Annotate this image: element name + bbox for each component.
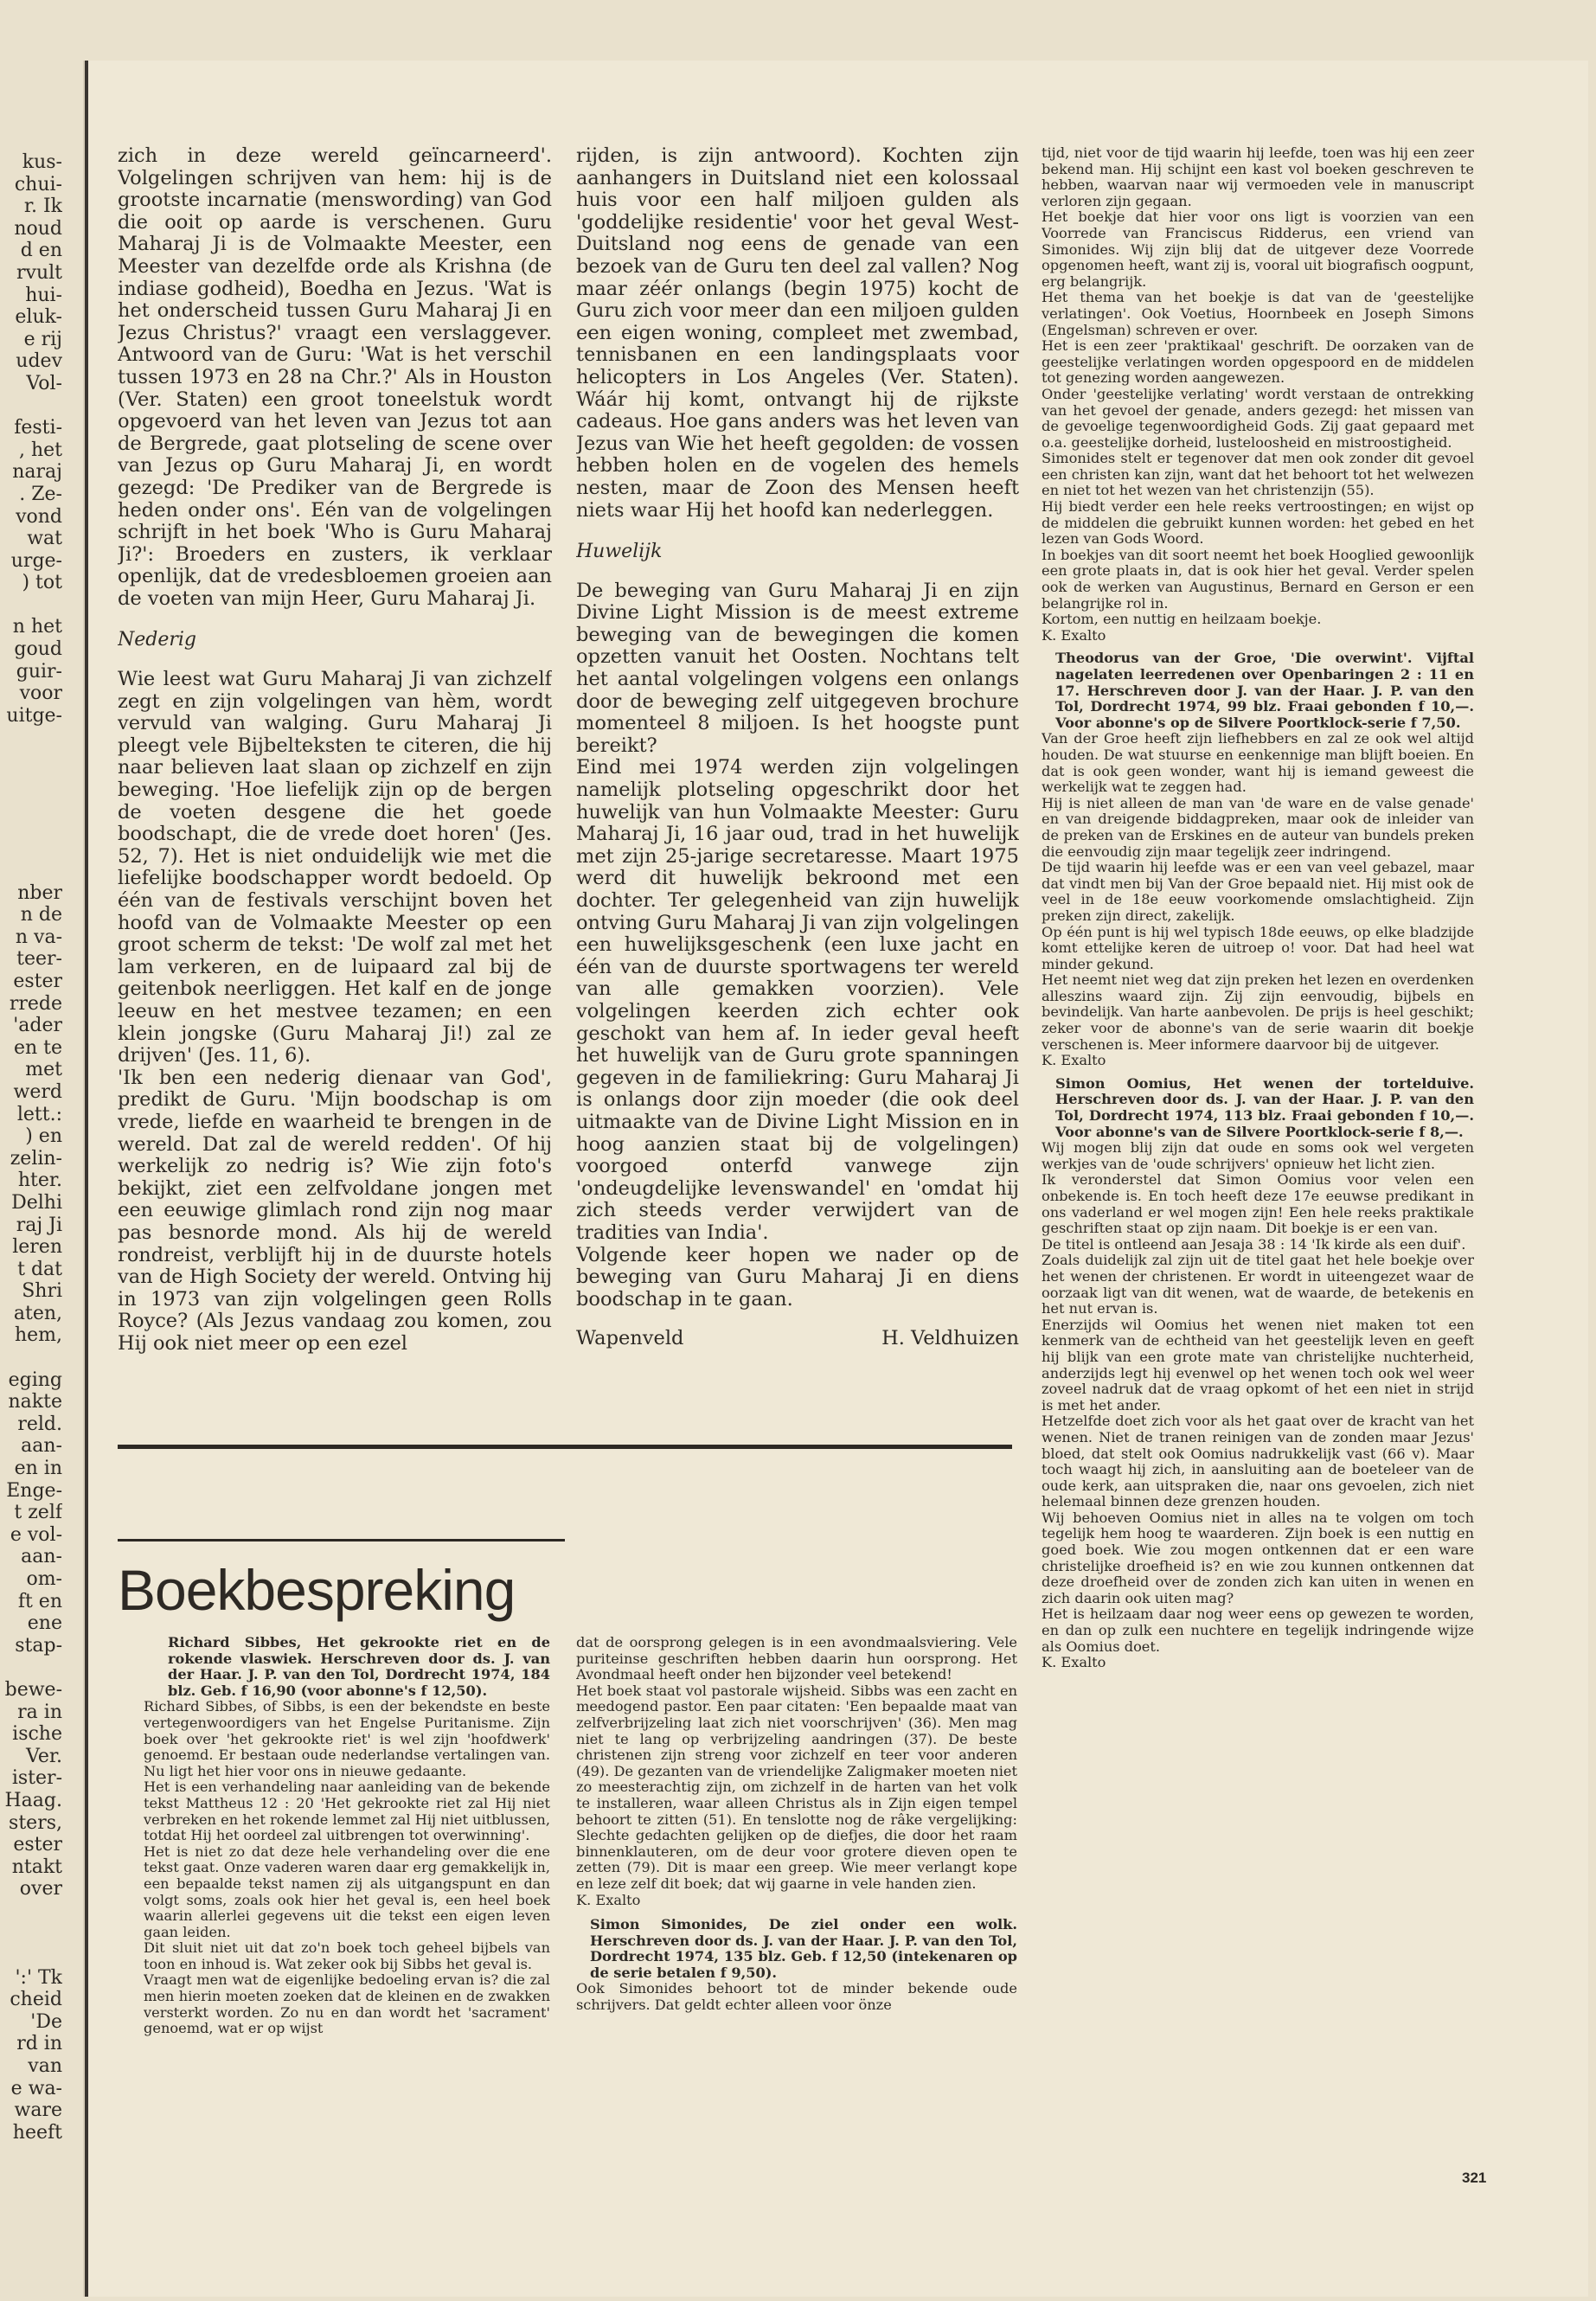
fragment-line: goud [14, 638, 62, 661]
page-number: 321 [1462, 2170, 1487, 2186]
fragment-line: r. Ik [23, 195, 62, 218]
article-paragraph: Wie leest wat Guru Maharaj Ji van zichzelf zegt en zijn volgelingen van hèm, wordt vervuld van walging. Guru Maharaj Ji pleegt vele Bijbelteksten te citeren, die hij naar believen laat slaan op zichzelf en zijn beweging. 'Hoe liefelijk zijn op de bergen de voeten desgene die het goede boodschapt, die de vrede doet horen' (Jes. 52, 7). Het is niet onduidelijk wie met die liefelijke boodschapper wordt bedoeld. Op één van de festivals verschijnt boven het hoofd van de Volmaakte Meester op een groot scherm de tekst: 'De wolf zal met het lam verkeren, en de luipaard zal bij de geitenbok neerliggen. Het kalf en de jonge leeuw en het mestvee tezamen; en een klein jongske (Guru Maharaj Ji!) zal ze drijven' (Jes. 11, 6). [118, 668, 552, 1067]
fragment-line: n va- [15, 926, 62, 948]
review-paragraph: De titel is ontleend aan Jesaja 38 : 14 'Ik kirde als een duif'. [1042, 1235, 1466, 1253]
section-title: Boekbespreking [118, 1558, 516, 1622]
fragment-line: Haag. [4, 1789, 62, 1811]
right-column [1042, 145, 1474, 2152]
fragment-line: festi- [14, 417, 62, 439]
article-signature [576, 1328, 1019, 1350]
fragment-line: Shri [22, 1280, 62, 1303]
review-column-2 [576, 1635, 1017, 2189]
review-signature: K. Exalto [1042, 1052, 1106, 1069]
fragment-line: aan- [21, 1435, 62, 1458]
review-paragraph: Enerzijds wil Oomius het wenen niet maken tot een kenmerk van de echtheid van het geestelijk leven en geeft hij blijk van een grote mate van christelijke nuchterheid, anderzijds legt hij evenwel op het wenen toch ook wel weer zoveel nadruk dat de vraag opkomt of het een niet in strijd is met het ander. [1042, 1316, 1474, 1413]
author-name: H. Veldhuizen [881, 1327, 1019, 1350]
fragment-line: kus- [22, 151, 62, 173]
fragment-line: ware [14, 2099, 62, 2122]
fragment-line [0, 594, 62, 617]
fragment-line: ) tot [22, 572, 62, 594]
review-paragraph: Simonides stelt er tegenover dat men ook zonder dit gevoel een christen kan zijn, want dat het behoort tot het welwezen en niet tot het wezen van het christenzijn (55). [1042, 450, 1474, 499]
fragment-line [0, 749, 62, 772]
review-paragraph: Het thema van het boekje is dat van de 'geestelijke verlatingen'. Ook Voetius, Hoornbeek en Joseph Simons (Engelsman) schreven er over. [1042, 289, 1474, 338]
fragment-line [0, 727, 62, 749]
subheading-huwelijk: Huwelijk [576, 541, 663, 563]
fragment-line: ft en [17, 1590, 62, 1612]
fragment-line: chui- [14, 173, 62, 195]
fragment-line [0, 1657, 62, 1679]
review-paragraph: Het boekje dat hier voor ons ligt is voorzien van een Voorrede van Franciscus Ridderus, een vriend van Simonides. Wij zijn blij dat de uitgever deze Voorrede opgenomen heeft, want zij is, vooral uit biografisch oogpunt, erg belangrijk. [1042, 208, 1474, 290]
fragment-line [0, 1347, 62, 1369]
review-paragraph: Dit sluit niet uit dat zo'n boek toch geheel bijbels van toon en inhoud is. Wat zeker ook bij Sibbs het geval is. [144, 1939, 550, 1972]
fragment-line: 'ader [13, 1015, 62, 1037]
review-paragraph: Onder 'geestelijke verlating' wordt verstaan de ontrekking van het gevoel der genade, anders gezegd: het missen van de gevoelige tegenwoordigheid Gods. Zij gaat gepaard met o.a. geestelijke dorheid, lusteloosheid en mistroostigheid. [1042, 385, 1474, 451]
review-heading-simonides: Simon Simonides, De ziel onder een wolk. Herschreven door ds. J. van der Haar. J. P. van den Tol, Dordrecht 1974, 135 blz. Geb. f 12,50 (intekenaren op de serie betalen f 9,50). [590, 1916, 1017, 1981]
review-paragraph: Wij behoeven Oomius niet in alles na te volgen om toch tegelijk hem hoog te waarderen. Zijn boek is een nuttig en goed boek. Wie zou mogen ontkennen dat er een ware christelijke droefheid is? en wie zou kunnen ontkennen dat deze droefheid over de zonden zich kan uiten in wenen en zich daarin ook uiten mag? [1042, 1509, 1474, 1606]
subheading-nederig: Nederig [118, 629, 197, 651]
review-paragraph: Richard Sibbes, of Sibbs, is een der bekendste en beste vertegenwoordigers van het Engelse Puritanisme. Zijn boek over 'het gekrookte riet' is wel zijn 'hoofdwerk' genoemd. Er bestaan oude nederlandse vertalingen van. Nu ligt het hier voor ons in nieuwe gedaante. [144, 1698, 550, 1779]
fragment-line: ':' Tk [15, 1966, 62, 1989]
fragment-line: ene [27, 1612, 62, 1635]
fragment-line [0, 837, 62, 860]
fragment-line [0, 860, 62, 882]
fragment-line: e rij [23, 328, 62, 350]
review-paragraph: tijd, niet voor de tijd waarin hij leefde, toen was hij een zeer bekend man. Hij schijnt een kast vol boeken geschreven te hebben, waarvan naar wij vermoeden vele in manuscript verloren zijn gegaan. [1042, 145, 1474, 209]
review-paragraph: Hetzelfde doet zich voor als het gaat over de kracht van het wenen. Niet de tranen reinigen van de zonden maar Jezus' bloed, dat stelt ook Oomius nadrukkelijk vast (66 v). Maar toch waagt hij zich, in aansluiting aan de boeteleer van de oude kerk, aan uitspraken die, naar ons gevoelen, zich niet helemaal binnen deze grenzen houden. [1042, 1413, 1474, 1510]
fragment-line: teer- [16, 948, 62, 971]
fragment-line: Ver. [26, 1745, 62, 1767]
fragment-line: werd [13, 1080, 62, 1103]
fragment-line: uitge- [6, 704, 62, 727]
fragment-line: urge- [10, 549, 62, 572]
fragment-line: rvult [16, 261, 62, 284]
fragment-line [0, 395, 62, 418]
fragment-line: vond [16, 505, 62, 528]
fragment-line: raj Ji [16, 1214, 62, 1236]
review-paragraph: In boekjes van dit soort neemt het boek Hooglied gewoonlijk een grote plaats in, dat is ook hier het geval. Verder spelen ook de werken van Augustinus, Bernard en Gerson er een belangrijke rol in. [1042, 546, 1474, 612]
fragment-line: Vol- [26, 372, 62, 394]
review-paragraph: Het is heilzaam daar nog weer eens op gewezen te worden, en dan op zulk een nuchtere en tegelijk indringende wijze als Oomius doet. [1042, 1606, 1474, 1655]
fragment-line: t dat [17, 1258, 62, 1280]
fragment-line: . Ze- [19, 483, 62, 505]
fragment-line: over [19, 1878, 62, 1900]
fragment-line [0, 1900, 62, 1923]
fragment-line: rd in [16, 2033, 62, 2055]
fragment-line: guir- [16, 660, 62, 683]
fragment-line: eging [8, 1368, 62, 1391]
fragment-line: aan- [21, 1546, 62, 1568]
fragment-line: udev [16, 350, 62, 373]
fragment-line: ra in [17, 1701, 62, 1723]
review-column-1 [144, 1635, 550, 2189]
title-rule [118, 1539, 565, 1541]
article-paragraph: 'Ik ben een nederig dienaar van God', predikt de Guru. 'Mijn boodschap is om vrede, liefde en waarheid te brengen in de wereld. Dat zal de wereld redden'. Of hij werkelijk zo nedrig is? Wie zijn foto's bekijkt, ziet een zelfvoldane jongen met een eeuwige glimlach rond zijn nog maar pas besnorde mond. Als hij de wereld rondreist, verblijft hij in de duurste hotels van de High Society der wereld. Ontving hij in 1973 van zijn volgelingen geen Rolls Royce? (Als Jezus vandaag zou komen, zou Hij ook niet meer op een ezel [118, 1066, 552, 1355]
review-heading-sibbes: Richard Sibbes, Het gekrookte riet en de rokende vlaswiek. Herschreven door ds. J. van der Haar. J. P. van den Tol, Dordrecht 1974, 184 blz. Geb. f 16,90 (voor abonne's f 12,50). [168, 1635, 550, 1699]
fragment-line: hem, [14, 1324, 62, 1347]
fragment-line: ische [12, 1723, 62, 1746]
review-paragraph: Hij biedt verder een hele reeks vertroostingen; en wijst op de middelen die gebruikt kunnen worden: het gebed en het lezen van Gods Woord. [1042, 498, 1474, 548]
review-paragraph: De tijd waarin hij leefde was er een van veel gebazel, maar dat vindt men bij Van der Groe bepaald niet. Hij mist ook de veel in de 18e eeuw voorkomende omslachtigheid. Zijn preken zijn direct, zakelijk. [1042, 859, 1474, 924]
review-paragraph: dat de oorsprong gelegen is in een avondmaalsviering. Vele puriteinse geschriften hebben daarin hun oorsprong. Het Avondmaal heeft onder hen bijzonder veel betekend! [576, 1635, 1017, 1683]
fragment-line: om- [26, 1568, 62, 1590]
fragment-line: nakte [8, 1391, 62, 1413]
article-column-1 [118, 145, 552, 1529]
fragment-line: eluk- [15, 306, 62, 329]
fragment-line: hui- [25, 284, 62, 306]
review-paragraph: Van der Groe heeft zijn liefhebbers en zal ze ook wel altijd houden. De wat stuurse en eenkennige man blijft boeien. En dat is ook geen wonder, want hij is iemand geweest die werkelijk wat te zeggen had. [1042, 730, 1474, 796]
fragment-line: lett.: [16, 1103, 62, 1125]
previous-page-fragment [0, 151, 62, 2144]
fragment-line: d en [20, 240, 62, 262]
review-paragraph: Ik veronderstel dat Simon Oomius voor velen een onbekende is. En toch heeft deze 17e eeuwse predikant in ons vaderland er wel mogen zijn! Een hele reeks praktikale geschriften staat op zijn naam. Dit boekje is er een van. [1042, 1171, 1474, 1237]
fragment-line [0, 816, 62, 838]
article-paragraph: zich in deze wereld geïncarneerd'. Volgelingen schrijven van hem: hij is de grootste incarnatie (menswording) van God die ooit op aarde is verschenen. Guru Maharaj Ji is de Volmaakte Meester, een Meester van dezelfde orde als Krishna (de indiase godheid), Boedha en Jezus. 'Wat is het onderscheid tussen Guru Maharaj Ji en Jezus Christus?' vraagt een verslaggever. Antwoord van de Guru: 'Wat is het verschil tussen 1973 en 28 na Chr.?' Als in Houston (Ver. Staten) een groot toneelstuk wordt opgevoerd van het leven van Jezus tot aan de Bergrede, gaat plotseling de scene over van Jezus op Guru Maharaj Ji, en wordt gezegd: 'De Prediker van de Bergrede is heden onder ons'. Eén van de volgelingen schrijft in het boek 'Who is Guru Maharaj Ji?': Broeders en zusters, ik verklaar openlijk, dat de vredesbloemen groeien aan de voeten van mijn Heer, Guru Maharaj Ji. [118, 145, 552, 610]
fragment-line: reld. [17, 1413, 62, 1435]
fragment-line: e vol- [10, 1523, 62, 1546]
review-signature: K. Exalto [1042, 626, 1106, 644]
fragment-line: hter. [17, 1170, 62, 1192]
fragment-line: nber [17, 881, 62, 904]
review-signature: K. Exalto [1042, 1654, 1106, 1671]
review-paragraph: Het is een verhandeling naar aanleiding van de bekende tekst Mattheus 12 : 20 'Het gekrookte riet zal Hij niet verbreken en het rokende lemmet zal Hij niet uitblussen, totdat Hij het oordeel zal uitbrengen tot overwinning'. [144, 1779, 550, 1844]
review-paragraph: Op één punt is hij wel typisch 18de eeuws, op elke bladzijde komt ettelijke keren de uitroep o! voor. Dat had heel wat minder gekund. [1042, 923, 1474, 972]
article-paragraph: rijden, is zijn antwoord). Kochten zijn aanhangers in Duitsland niet een kolossaal huis voor een half miljoen gulden als 'goddelijke residentie' voor het geval West- Duitsland nog eens de genade van een bezoek van de Guru ten deel zal vallen? Nog maar zéér onlangs (begin 1975) kocht de Guru zich voor meer dan een miljoen gulden een eigen woning, compleet met zwembad, tennisbanen en een landingsplaats voor helicopters in Los Angeles (Ver. Staten). Wáár hij komt, ontvangt hij de rijkste cadeaus. Hoe gans anders was het leven van Jezus van Wie het heeft gegolden: de vossen hebben holen en de vogelen des hemels nesten, maar de Zoon des Mensen heeft niets waar Hij het hoofd kan nederleggen. [576, 145, 1019, 522]
article-divider [118, 1445, 1012, 1449]
review-paragraph: Het boek staat vol pastorale wijsheid. Sibbs was een zacht en meedogend pastor. Een paar citaten: 'Een bepaalde maat van zelfverbrijzeling laat zich niet voorschrijven' (36). Men mag niet te lang op verbrijzeling aandringen (37). De beste christenen zijn streng voor zichzelf en teer voor anderen (49). De gezanten van de vriendelijke Zaligmaker moeten niet zo meesterachtig zijn, om zichzelf in de harten van het volk te installeren, waar alleen Christus als in Zijn eigen tempel behoort te zitten (51). En tenslotte nog de râke vergelijking: Slechte gedachten gelijken op de diefjes, die door het raam binnenklauteren, om de deur voor grotere dieven open te zetten (79). Dit is maar een greep. Wie meer verlangt kope en leze zelf dit boek; dat wij gaarne in vele handen zien. [576, 1682, 1017, 1892]
fragment-line: ) en [25, 1125, 62, 1148]
fragment-line: ntakt [11, 1856, 62, 1878]
review-paragraph: Het is een zeer 'praktikaal' geschrift. De oorzaken van de geestelijke verlatingen worden opgespoord en de middelen tot genezing worden aangewezen. [1042, 337, 1474, 387]
fragment-line: met [25, 1059, 62, 1081]
place-name: Wapenveld [576, 1327, 684, 1350]
review-paragraph: Zoals duidelijk zal zijn uit de titel gaat het hele boekje over het wenen der christenen. Er wordt in uiteengezet waar de oorzaak ligt van dit wenen, wat de waarde, de betekenis en het nut ervan is. [1042, 1252, 1474, 1317]
fragment-line: en te [13, 1036, 62, 1059]
fragment-line [0, 772, 62, 794]
fragment-line: t zelf [14, 1502, 62, 1524]
fragment-line: en in [14, 1458, 62, 1480]
fragment-line [0, 1923, 62, 1945]
fragment-line: ester [13, 1834, 62, 1856]
fragment-line: Enge- [6, 1479, 62, 1502]
fragment-line: naraj [12, 461, 62, 484]
fragment-line [0, 793, 62, 816]
review-paragraph: Ook Simonides behoort tot de minder bekende oude schrijvers. Dat geldt echter alleen voor önze [576, 1980, 1017, 2014]
page-gutter [85, 61, 88, 2297]
article-paragraph: De beweging van Guru Maharaj Ji en zijn Divine Light Mission is de meest extreme beweging van de bewegingen die komen opzetten vanuit het Oosten. Nochtans telt het aantal volgelingen volgens een onlangs door de beweging zelf uitgegeven brochure momenteel 8 miljoen. Is het hoogste punt bereikt? [576, 579, 1019, 757]
fragment-line: voor [19, 683, 62, 705]
fragment-line: heeft [12, 2121, 62, 2144]
fragment-line: bewe- [4, 1678, 62, 1701]
review-paragraph: Het is niet zo dat deze hele verhandeling over die ene tekst gaat. Onze vaderen waren daar erg gemakkelijk in, een bepaalde tekst namen zij als uitgangspunt en dan volgt soms, zoals ook hier het geval is, een heel boek waarin allerlei gegevens uit die tekst een eigen leven gaan leiden. [144, 1843, 550, 1940]
fragment-line: n het [12, 616, 62, 638]
review-paragraph: Het neemt niet weg dat zijn preken het lezen en overdenken alleszins waard zijn. Zij zijn eenvoudig, bijbels en bevindelijk. Van harte aanbevolen. De prijs is heel geschikt; zeker voor de abonne's van de serie waarin dit boekje verschenen is. Meer informere daarvoor bij de uitgever. [1042, 971, 1474, 1053]
review-heading-oomius: Simon Oomius, Het wenen der tortelduive. Herschreven door ds. J. van der Haar. J. P. van den Tol, Dordrecht 1974, 113 blz. Fraai gebonden f 10,—. Voor abonne's van de Silvere Poortklock-serie f 8,—. [1055, 1074, 1474, 1140]
fragment-line: stap- [15, 1634, 62, 1657]
fragment-line: ester [13, 970, 62, 992]
fragment-line: van [28, 2055, 62, 2078]
review-paragraph: Wij mogen blij zijn dat oude en soms ook wel vergeten werkjes van de 'oude schrijvers' opnieuw het licht zien. [1042, 1139, 1474, 1172]
fragment-line: , het [18, 439, 62, 461]
fragment-line: Delhi [11, 1191, 62, 1214]
fragment-line: 'De [30, 2010, 62, 2033]
fragment-line: rrede [9, 992, 62, 1015]
review-heading-van-der-groe: Theodorus van der Groe, 'Die overwint'. Vijftal nagelaten leerredenen over Openbaringen 2 : 11 en 17. Herschreven door J. van der Haar. J. P. van den Tol, Dordrecht 1974, 99 blz. Fraai gebonden f 10,—. Voor abonne's op de Silvere Poortklock-serie f 7,50. [1055, 650, 1474, 731]
fragment-line: ister- [11, 1767, 62, 1790]
fragment-line: aten, [13, 1302, 62, 1324]
fragment-line: wat [27, 528, 62, 550]
fragment-line: n de [20, 904, 62, 926]
article-paragraph: Volgende keer hopen we nader op de beweging van Guru Maharaj Ji en diens boodschap in te gaan. [576, 1243, 1019, 1311]
article-column-2 [576, 145, 1019, 1529]
review-paragraph: Vraagt men wat de eigenlijke bedoeling ervan is? die zal men hierin moeten zoeken dat de kleinen en de zwakken versterkt worden. Zo nu en dan wordt het 'sacrament' genoemd, wat er op wijst [144, 1971, 550, 2037]
fragment-line: leren [12, 1236, 62, 1259]
review-paragraph: Kortom, een nuttig en heilzaam boekje. [1042, 611, 1322, 628]
fragment-line: zelin- [10, 1147, 62, 1170]
fragment-line: sters, [9, 1811, 62, 1834]
fragment-line: e wa- [10, 2077, 62, 2099]
review-signature: K. Exalto [576, 1891, 641, 1908]
fragment-line: cheid [10, 1989, 62, 2011]
review-paragraph: Hij is niet alleen de man van 'de ware en de valse genade' en van dreigende biddagpreken, maar ook de inleider van de preken van de Erskines en de auteur van bundels preken die eenvoudig zijn maar tegelijk zeer indringend. [1042, 794, 1474, 860]
fragment-line [0, 1945, 62, 1967]
fragment-line: noud [14, 217, 62, 240]
article-paragraph: Eind mei 1974 werden zijn volgelingen namelijk plotseling opgeschrikt door het huwelijk van hun Volmaakte Meester: Guru Maharaj Ji, 16 jaar oud, trad in het huwelijk met zijn 25-jarige secretaresse. Maart 1975 werd dit huwelijk bekroond met een dochter. Ter gelegenheid van zijn huwelijk ontving Guru Maharaj Ji van zijn volgelingen een huwelijksgeschenk (een luxe jacht en één van de duurste sportwagens ter wereld van alle gemakken voorzien). Vele volgelingen keerden zich echter ook geschokt van hem af. In ieder geval heeft het huwelijk van de Guru grote spanningen gegeven in de familiekring: Guru Maharaj Ji is onlangs door zijn moeder (die ook deel uitmaakte van de Divine Light Mission en in hoog aanzien staat bij de volgelingen) voorgoed onterfd vanwege zijn 'ondeugdelijke levenswandel' en 'omdat hij zich steeds verder verwijdert van de tradities van India'. [576, 756, 1019, 1244]
